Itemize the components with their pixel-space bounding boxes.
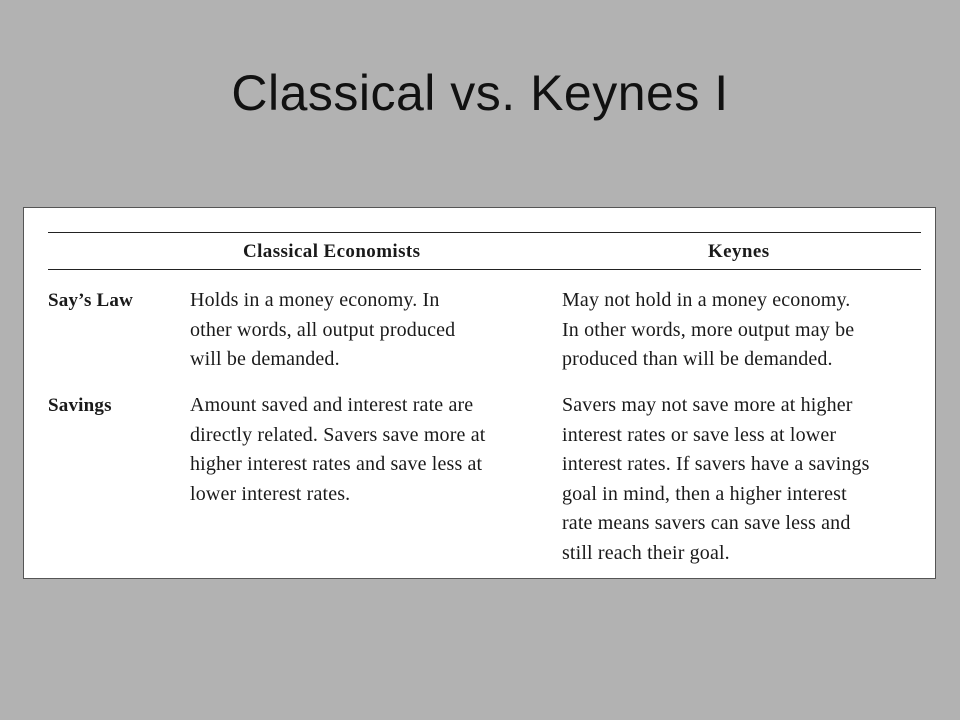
says-law-classical-text <box>190 286 560 375</box>
text-line: directly related. Savers save more at <box>190 423 486 446</box>
row-label-savings: Savings <box>48 395 112 416</box>
text-line: In other words, more output may be <box>562 318 855 341</box>
header-keynes: Keynes <box>708 241 770 262</box>
text-line: Amount saved and interest rate are <box>190 394 474 416</box>
savings-keynes-text <box>562 391 932 568</box>
text-line: Savers may not save more at higher <box>562 394 853 416</box>
says-law-keynes-text <box>562 286 932 375</box>
text-line: interest rates or save less at lower <box>562 423 837 446</box>
text-line: rate means savers can save less and <box>562 512 851 534</box>
text-line: May not hold in a money economy. <box>562 289 851 311</box>
table-header-rule <box>48 269 921 270</box>
header-classical-economists: Classical Economists <box>243 241 421 262</box>
text-line: lower interest rates. <box>190 482 351 505</box>
text-line: interest rates. If savers have a savings <box>562 453 870 475</box>
text-line: produced than will be demanded. <box>562 348 833 370</box>
text-line: still reach their goal. <box>562 541 730 564</box>
row-label-says-law: Say’s Law <box>48 290 134 311</box>
text-line: Holds in a money economy. In <box>190 289 440 311</box>
text-line: higher interest rates and save less at <box>190 453 483 475</box>
text-line: will be demanded. <box>190 348 340 370</box>
text-line: other words, all output produced <box>190 318 456 341</box>
comparison-table <box>23 207 936 579</box>
table-top-rule <box>48 232 921 233</box>
savings-classical-text <box>190 391 560 509</box>
text-line: goal in mind, then a higher interest <box>562 482 847 505</box>
slide-title: Classical vs. Keynes I <box>231 65 729 121</box>
